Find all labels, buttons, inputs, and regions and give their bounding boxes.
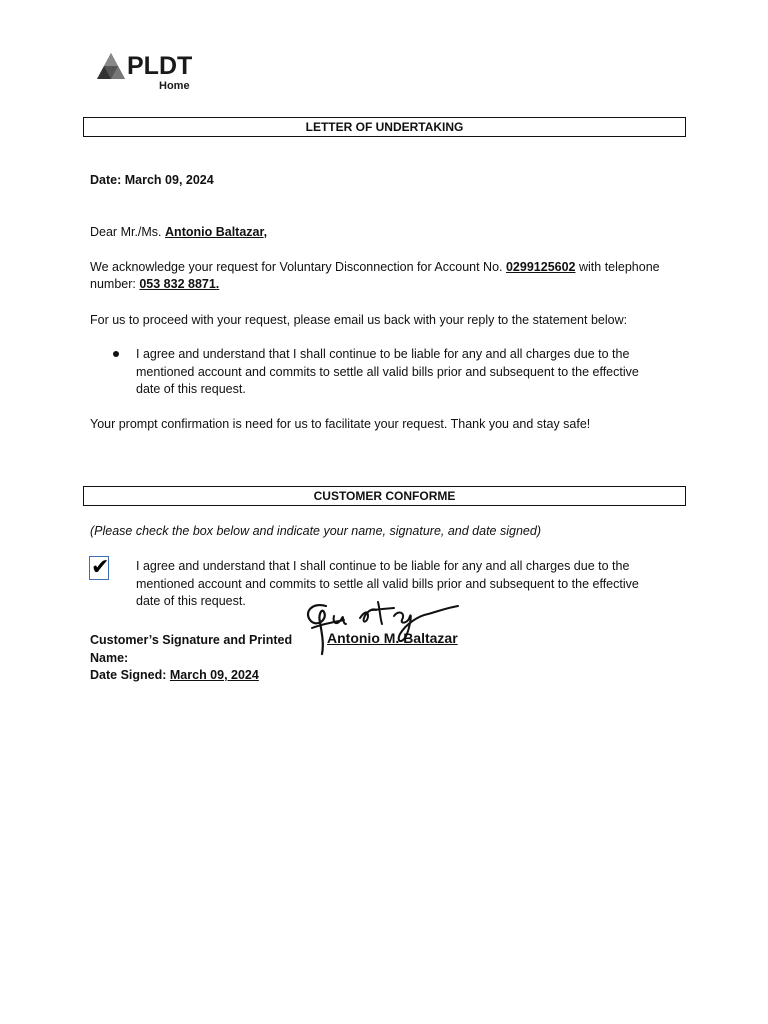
salutation-suffix: , <box>263 225 268 239</box>
printed-name: Antonio M. Baltazar <box>327 630 458 646</box>
closing-text: Your prompt confirmation is need for us to facilitate your request. Thank you and stay safe! <box>90 417 591 431</box>
signature-label: Customer’s Signature and Printed Name: <box>90 633 293 665</box>
bullet-line-1: I agree and understand that I shall continue to be liable for any and all charges due to the <box>136 347 630 361</box>
letter-title: LETTER OF UNDERTAKING <box>305 120 464 134</box>
ack-text-3: number: <box>90 277 136 291</box>
ack-text-2: with telephone <box>579 260 660 274</box>
date-signed <box>90 667 690 685</box>
account-number: 0299125602 <box>505 260 576 274</box>
conforme-title-box <box>83 486 686 506</box>
check-mark-icon: ✔ <box>91 554 110 579</box>
customer-name: Antonio Baltazar <box>165 225 264 239</box>
logo-sub-text: Home <box>159 80 190 92</box>
ack-text-1: We acknowledge your request for Voluntary Disconnection for Account No. <box>90 260 503 274</box>
bullet-statement <box>136 346 676 399</box>
bullet-line-3: date of this request. <box>136 382 246 396</box>
agree-line-1: I agree and understand that I shall continue to be liable for any and all charges due to the <box>136 559 630 573</box>
pldt-home-logo <box>96 50 206 96</box>
bullet-point <box>113 350 121 358</box>
bullet-line-2: mentioned account and commits to settle all valid bills prior and subsequent to the effective <box>136 364 639 379</box>
logo-brand-text: PLDT <box>127 52 193 80</box>
date-value: March 09, 2024 <box>124 173 214 187</box>
conforme-instruction: (Please check the box below and indicate your name, signature, and date signed) <box>90 524 541 538</box>
telephone-number: 053 832 8871. <box>139 277 220 291</box>
date-label: Date: <box>90 173 122 187</box>
date-signed-value: March 09, 2024 <box>169 668 259 682</box>
pldt-logo-icon <box>96 52 126 82</box>
ack-line-1 <box>90 259 690 277</box>
agree-checkbox[interactable] <box>89 556 109 580</box>
date-signed-label: Date Signed: <box>90 668 167 682</box>
conforme-title: CUSTOMER CONFORME <box>313 489 456 503</box>
ack-line-2 <box>90 276 690 294</box>
agree-line-3: date of this request. <box>136 594 246 608</box>
agree-line-2: mentioned account and commits to settle all valid bills prior and subsequent to the effective <box>136 576 639 591</box>
salutation-prefix: Dear Mr./Ms. <box>90 225 162 239</box>
salutation <box>90 224 690 242</box>
proceed-text: For us to proceed with your request, please email us back with your reply to the statement below: <box>90 313 628 327</box>
letter-title-box <box>83 117 686 137</box>
letter-date <box>90 172 690 190</box>
